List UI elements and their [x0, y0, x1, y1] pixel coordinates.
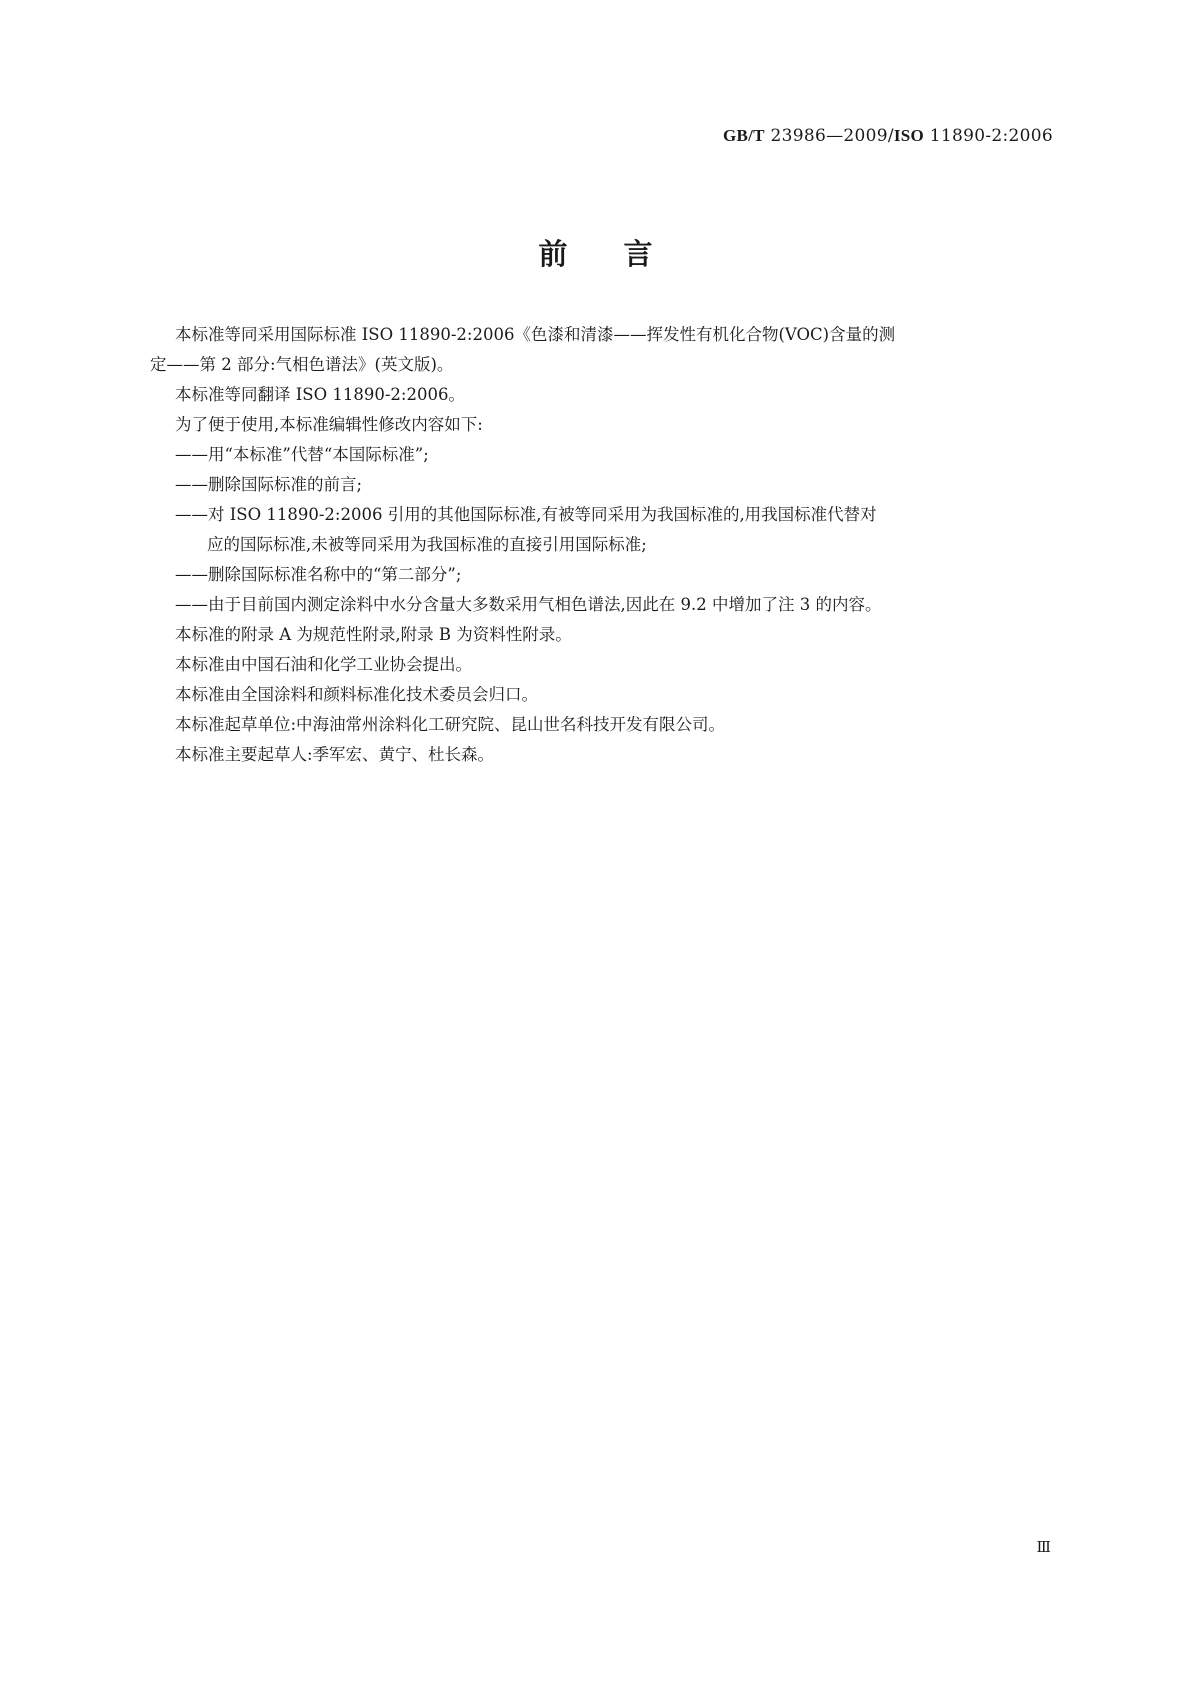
list-item: ——由于目前国内测定涂料中水分含量大多数采用气相色谱法,因此在 9.2 中增加了注 3 的内容。	[175, 595, 882, 614]
gb-number: 23986—2009/	[764, 126, 894, 146]
paragraph-adoption: 本标准等同采用国际标准 ISO 11890-2:2006《色漆和清漆——挥发性有机化合物(VOC)含量的测	[175, 325, 896, 344]
paragraph-drafters: 本标准主要起草人:季军宏、黄宁、杜长森。	[175, 745, 495, 764]
list-item: ——用“本标准”代替“本国际标准”;	[175, 445, 429, 464]
paragraph-drafting-units: 本标准起草单位:中海油常州涂料化工研究院、昆山世名科技开发有限公司。	[175, 715, 726, 734]
list-item: ——删除国际标准的前言;	[175, 475, 363, 494]
foreword-body	[150, 320, 1058, 770]
paragraph-translation: 本标准等同翻译 ISO 11890-2:2006。	[175, 385, 465, 404]
paragraph-modifications-intro: 为了便于使用,本标准编辑性修改内容如下:	[175, 415, 483, 434]
page-title: 前言	[538, 237, 709, 271]
standard-code	[723, 126, 1053, 146]
list-item: ——对 ISO 11890-2:2006 引用的其他国际标准,有被等同采用为我国标准的,用我国标准代替对	[175, 505, 877, 524]
iso-number: 11890-2:2006	[924, 126, 1053, 146]
iso-prefix: ISO	[893, 126, 925, 145]
paragraph-proposer: 本标准由中国石油和化学工业协会提出。	[175, 655, 472, 674]
list-item: ——删除国际标准名称中的“第二部分”;	[175, 565, 462, 584]
list-item-cont: 应的国际标准,未被等同采用为我国标准的直接引用国际标准;	[207, 535, 647, 554]
gb-prefix: GB/T	[722, 126, 765, 145]
paragraph-committee: 本标准由全国涂料和颜料标准化技术委员会归口。	[175, 685, 538, 704]
paragraph-adoption-cont: 定——第 2 部分:气相色谱法》(英文版)。	[150, 355, 454, 374]
page-number: Ⅲ	[1036, 1538, 1051, 1556]
paragraph-annexes: 本标准的附录 A 为规范性附录,附录 B 为资料性附录。	[175, 625, 572, 644]
